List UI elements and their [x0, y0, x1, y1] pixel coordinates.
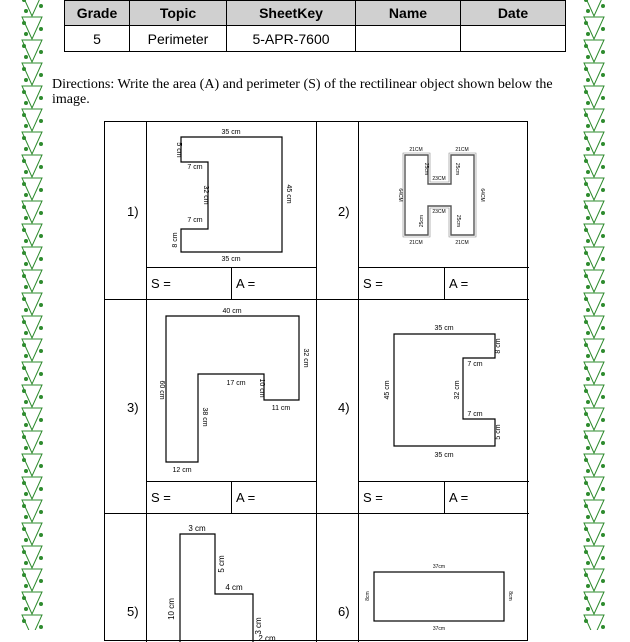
border-motif	[22, 431, 43, 453]
problem-1-number: 1)	[127, 204, 139, 219]
header-topic: Topic	[130, 1, 227, 26]
right-decorative-border	[578, 0, 618, 630]
border-motif	[584, 40, 605, 62]
border-motif	[584, 155, 605, 177]
sheetkey-value: 5-APR-7600	[227, 26, 356, 52]
border-motif	[22, 247, 43, 269]
svg-text:35 cm: 35 cm	[434, 325, 454, 332]
left-decorative-border	[12, 0, 52, 630]
problem-3-number: 3)	[127, 400, 139, 415]
header-grade: Grade	[65, 1, 130, 26]
svg-text:21CM: 21CM	[409, 147, 423, 153]
border-motif	[22, 86, 43, 108]
svg-text:21CM: 21CM	[455, 240, 469, 246]
border-motif	[22, 316, 43, 338]
svg-text:25cm: 25cm	[455, 214, 461, 228]
border-motif	[584, 454, 605, 476]
problem-5-number: 5)	[127, 604, 139, 619]
problem-4-figure	[359, 300, 529, 481]
header-date: Date	[461, 1, 566, 26]
problem-4-number: 4)	[338, 400, 350, 415]
border-motif	[584, 0, 605, 16]
border-motif	[22, 201, 43, 223]
border-motif	[22, 592, 43, 614]
problem-2-s-label: S =	[363, 276, 383, 291]
border-motif	[584, 615, 605, 630]
border-motif	[584, 339, 605, 361]
border-motif	[584, 408, 605, 430]
border-motif	[22, 569, 43, 591]
svg-text:5 cm: 5 cm	[217, 555, 226, 573]
svg-text:21CM: 21CM	[455, 147, 469, 153]
svg-text:7 cm: 7 cm	[187, 164, 203, 171]
svg-text:7 cm: 7 cm	[467, 411, 483, 418]
problem-1-figure	[147, 122, 316, 267]
svg-text:25cm: 25cm	[454, 162, 460, 176]
svg-text:8cm: 8cm	[365, 591, 371, 601]
svg-text:2 cm: 2 cm	[258, 634, 276, 642]
grade-value: 5	[65, 26, 130, 52]
border-motif	[584, 224, 605, 246]
border-motif	[22, 408, 43, 430]
svg-text:8 cm: 8 cm	[172, 232, 179, 248]
border-motif	[22, 270, 43, 292]
problem-3-s-label: S =	[151, 490, 171, 505]
border-motif	[22, 0, 43, 16]
problem-3-a-label: A =	[236, 490, 256, 505]
svg-text:23CM: 23CM	[432, 176, 446, 182]
border-motif	[22, 523, 43, 545]
border-motif	[584, 132, 605, 154]
svg-text:32 cm: 32 cm	[202, 185, 209, 205]
svg-text:23CM: 23CM	[432, 209, 446, 215]
svg-text:3 cm: 3 cm	[188, 524, 206, 533]
directions-text: Directions: Write the area (A) and perimeter (S) of the rectilinear object shown below the image.	[52, 77, 553, 107]
border-motif	[584, 17, 605, 39]
border-motif	[584, 431, 605, 453]
svg-text:3 cm: 3 cm	[254, 617, 263, 635]
problem-2-figure	[359, 122, 529, 267]
border-motif	[22, 40, 43, 62]
border-motif	[22, 155, 43, 177]
problem-6-number: 6)	[338, 604, 350, 619]
border-motif	[22, 477, 43, 499]
border-motif	[584, 523, 605, 545]
svg-text:60 cm: 60 cm	[158, 380, 165, 400]
date-field[interactable]	[461, 26, 566, 52]
border-motif	[584, 109, 605, 131]
header-table	[64, 0, 566, 52]
svg-text:35 cm: 35 cm	[434, 452, 454, 459]
svg-text:45 cm: 45 cm	[285, 184, 292, 204]
svg-text:10 cm: 10 cm	[258, 378, 265, 398]
border-motif	[584, 546, 605, 568]
svg-text:35 cm: 35 cm	[221, 256, 241, 263]
border-motif	[22, 224, 43, 246]
svg-text:25cm: 25cm	[423, 162, 429, 176]
svg-text:17 cm: 17 cm	[226, 380, 246, 387]
svg-text:37cm: 37cm	[432, 626, 446, 632]
problem-1-s-label: S =	[151, 276, 171, 291]
border-motif	[22, 293, 43, 315]
svg-text:10 cm: 10 cm	[167, 598, 176, 620]
svg-text:32 cm: 32 cm	[454, 380, 461, 400]
border-motif	[22, 454, 43, 476]
border-motif	[584, 385, 605, 407]
svg-text:25cm: 25cm	[419, 214, 425, 228]
svg-text:40 cm: 40 cm	[222, 308, 242, 315]
border-motif	[22, 178, 43, 200]
header-name: Name	[356, 1, 461, 26]
border-motif	[584, 178, 605, 200]
problem-1-a-label: A =	[236, 276, 256, 291]
svg-text:32 cm: 32 cm	[302, 348, 309, 368]
problem-grid	[104, 121, 528, 641]
border-motif	[584, 247, 605, 269]
svg-text:7 cm: 7 cm	[187, 217, 203, 224]
svg-text:7 cm: 7 cm	[467, 361, 483, 368]
border-motif	[22, 385, 43, 407]
svg-text:38 cm: 38 cm	[201, 407, 208, 427]
svg-text:8cm: 8cm	[507, 591, 513, 601]
svg-text:11 cm: 11 cm	[271, 405, 291, 412]
svg-text:5 cm: 5 cm	[495, 424, 502, 440]
svg-text:45 cm: 45 cm	[384, 380, 391, 400]
border-motif	[22, 109, 43, 131]
border-motif	[584, 293, 605, 315]
border-motif	[22, 500, 43, 522]
svg-text:64CM: 64CM	[397, 188, 403, 202]
border-motif	[584, 63, 605, 85]
border-motif	[22, 17, 43, 39]
svg-text:21CM: 21CM	[409, 240, 423, 246]
border-motif	[584, 500, 605, 522]
border-motif	[584, 569, 605, 591]
border-motif	[22, 339, 43, 361]
border-motif	[22, 546, 43, 568]
svg-text:35 cm: 35 cm	[221, 129, 241, 136]
problem-4-s-label: S =	[363, 490, 383, 505]
border-motif	[584, 201, 605, 223]
svg-text:37cm: 37cm	[432, 564, 446, 570]
svg-text:4 cm: 4 cm	[225, 583, 243, 592]
problem-5-figure	[147, 514, 316, 642]
problem-3-figure	[147, 300, 316, 481]
topic-value: Perimeter	[130, 26, 227, 52]
border-motif	[22, 63, 43, 85]
border-motif	[584, 86, 605, 108]
border-motif	[584, 270, 605, 292]
svg-text:64CM: 64CM	[479, 188, 485, 202]
svg-text:8 cm: 8 cm	[495, 338, 502, 354]
border-motif	[584, 592, 605, 614]
border-motif	[22, 362, 43, 384]
svg-text:12 cm: 12 cm	[172, 467, 192, 474]
problem-2-a-label: A =	[449, 276, 469, 291]
border-motif	[22, 132, 43, 154]
border-motif	[584, 477, 605, 499]
border-motif	[584, 362, 605, 384]
border-motif	[22, 615, 43, 630]
border-motif	[584, 316, 605, 338]
problem-6-figure	[359, 514, 529, 642]
name-field[interactable]	[356, 26, 461, 52]
problem-4-a-label: A =	[449, 490, 469, 505]
header-sheetkey: SheetKey	[227, 1, 356, 26]
svg-text:5 cm: 5 cm	[175, 142, 182, 158]
problem-2-number: 2)	[338, 204, 350, 219]
